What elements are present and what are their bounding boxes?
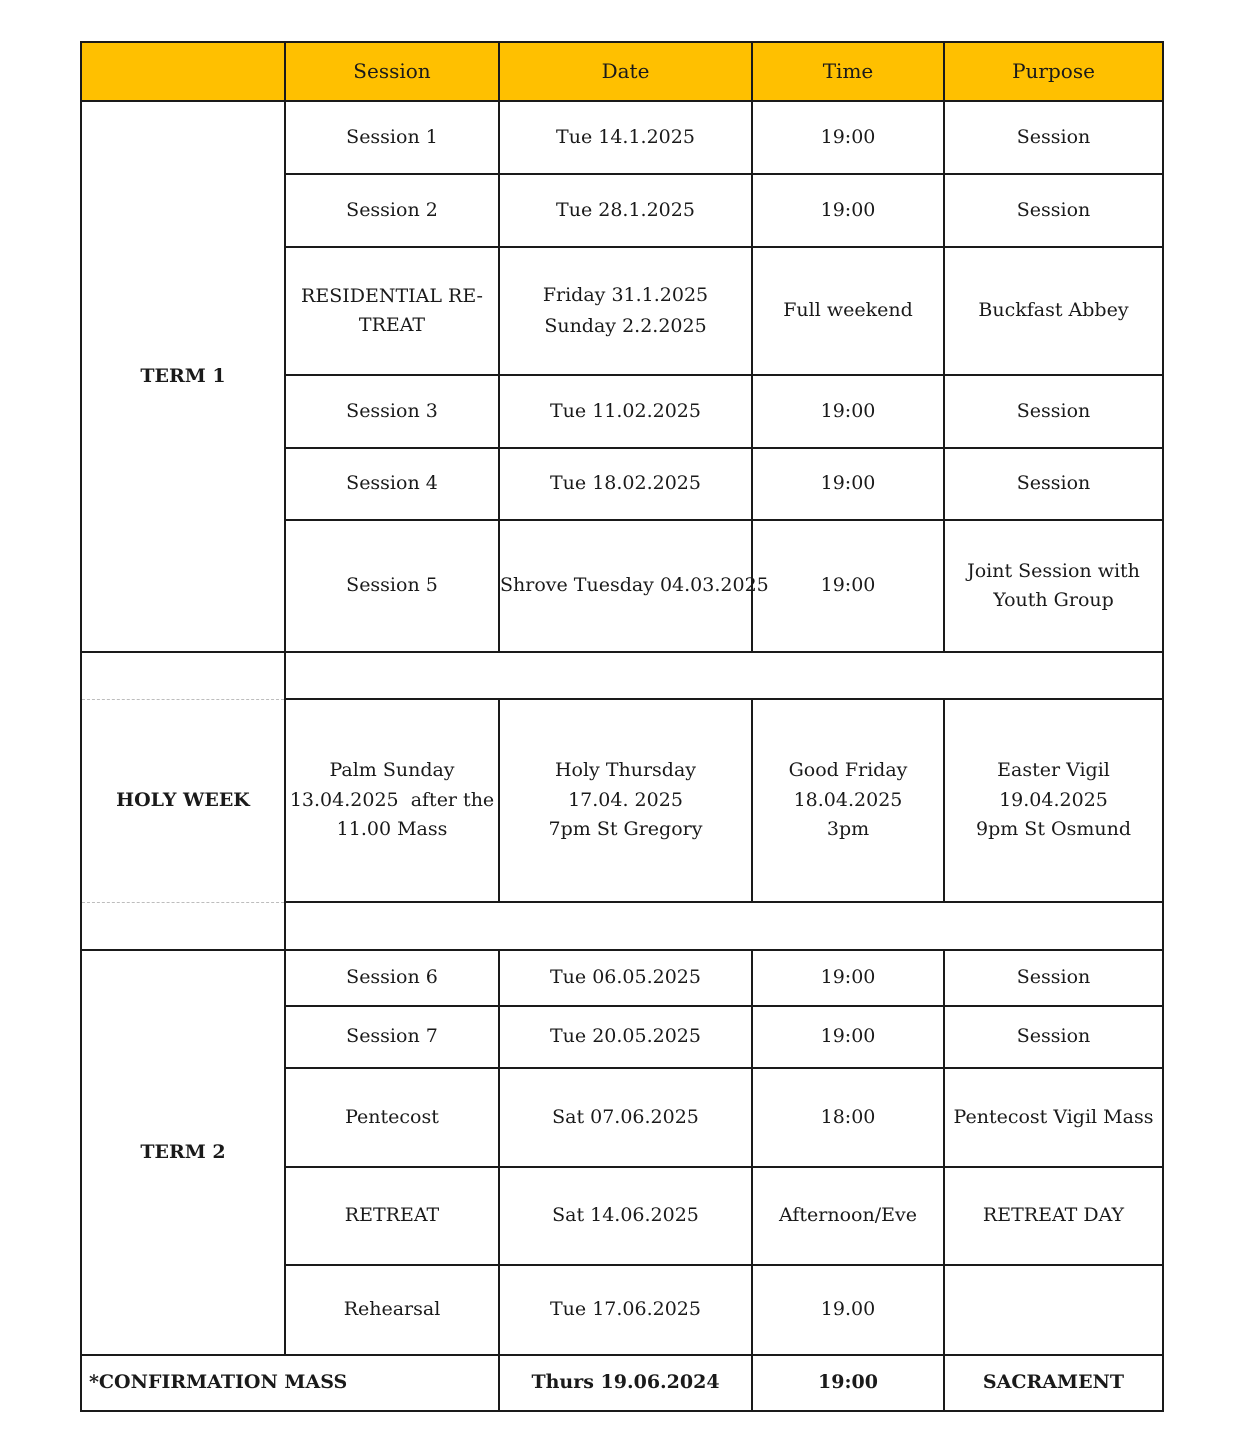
date-cell: Tue 14.1.2025 [499,101,752,174]
header-session: Session [285,42,499,101]
date-cell: Tue 11.02.2025 [499,375,752,448]
easter-vigil-line: Easter Vigil [997,759,1110,782]
term-2-label: TERM 2 [81,950,285,1355]
easter-vigil-line: 9pm St Osmund [976,818,1131,841]
purpose-cell [944,1265,1163,1355]
session-cell: Session 1 [285,101,499,174]
holy-thursday-cell [499,699,752,902]
spacer-row [81,652,1163,699]
table-row [81,950,1163,1006]
palm-line: Palm Sunday [329,759,455,782]
header-row [81,42,1163,101]
purpose-cell: Session [944,101,1163,174]
purpose-cell [944,520,1163,652]
header-purpose: Purpose [944,42,1163,101]
session-cell: Session 4 [285,448,499,520]
holy-thursday-line: Holy Thursday [554,759,697,782]
holy-week-label: HOLY WEEK [81,699,285,902]
session-line: TREAT [358,314,426,336]
purpose-cell: RETREAT DAY [944,1167,1163,1265]
purpose-cell: Session [944,174,1163,247]
purpose-cell: Buckfast Abbey [944,247,1163,375]
time-cell: 18:00 [752,1068,944,1167]
time-cell: 19:00 [752,375,944,448]
session-cell: Session 5 [285,520,499,652]
spacer-label-cell [81,902,285,950]
good-friday-line: 3pm [826,818,870,841]
confirmation-time: 19:00 [752,1355,944,1411]
palm-sunday-cell [285,699,499,902]
session-cell: RETREAT [285,1167,499,1265]
header-date: Date [499,42,752,101]
time-cell: 19:00 [752,448,944,520]
date-cell: Sat 14.06.2025 [499,1167,752,1265]
spacer-cell [285,652,1163,699]
schedule-table [80,41,1164,1412]
purpose-cell: Session [944,1006,1163,1068]
time-cell: 19.00 [752,1265,944,1355]
confirmation-date: Thurs 19.06.2024 [499,1355,752,1411]
purpose-cell: Pentecost Vigil Mass [944,1068,1163,1167]
table-row [81,101,1163,174]
time-cell: 19:00 [752,520,944,652]
date-cell: Tue 28.1.2025 [499,174,752,247]
holy-week-row [81,699,1163,902]
confirmation-row [81,1355,1163,1411]
purpose-cell: Session [944,448,1163,520]
time-cell: 19:00 [752,950,944,1006]
session-cell [285,247,499,375]
date-cell: Shrove Tuesday 04.03.2025 [499,520,752,652]
spacer-label-cell [81,652,285,699]
holy-thursday-line: 17.04. 2025 [568,788,683,811]
date-cell: Sat 07.06.2025 [499,1068,752,1167]
header-time: Time [752,42,944,101]
date-cell: Tue 06.05.2025 [499,950,752,1006]
session-cell: Session 6 [285,950,499,1006]
session-cell: Session 2 [285,174,499,247]
spacer-row [81,902,1163,950]
session-line: RESIDENTIAL RE- [301,284,483,307]
good-friday-line: 18.04.2025 [793,788,903,811]
palm-line: 11.00 Mass [336,818,448,841]
confirmation-label: *CONFIRMATION MASS [81,1355,499,1411]
good-friday-cell [752,699,944,902]
time-cell: 19:00 [752,1006,944,1068]
time-cell: 19:00 [752,101,944,174]
date-line: Sunday 2.2.2025 [544,315,707,337]
time-cell: Full weekend [752,247,944,375]
palm-line: 13.04.2025 after the [289,788,495,811]
date-cell [499,247,752,375]
easter-vigil-cell [944,699,1163,902]
session-cell: Pentecost [285,1068,499,1167]
term-1-label: TERM 1 [81,101,285,652]
spacer-cell [285,902,1163,950]
session-cell: Session 7 [285,1006,499,1068]
purpose-cell: Session [944,950,1163,1006]
purpose-line: Joint Session with [967,559,1140,582]
confirmation-purpose: SACRAMENT [944,1355,1163,1411]
purpose-line: Youth Group [993,589,1114,611]
date-line: Friday 31.1.2025 [542,283,709,306]
session-cell: Rehearsal [285,1265,499,1355]
time-cell: Afternoon/Eve [752,1167,944,1265]
session-cell: Session 3 [285,375,499,448]
date-cell: Tue 17.06.2025 [499,1265,752,1355]
date-cell: Tue 18.02.2025 [499,448,752,520]
good-friday-line: Good Friday [788,759,908,782]
purpose-cell: Session [944,375,1163,448]
holy-thursday-line: 7pm St Gregory [548,818,703,841]
date-cell: Tue 20.05.2025 [499,1006,752,1068]
header-corner [81,42,285,101]
easter-vigil-line: 19.04.2025 [999,788,1108,811]
time-cell: 19:00 [752,174,944,247]
